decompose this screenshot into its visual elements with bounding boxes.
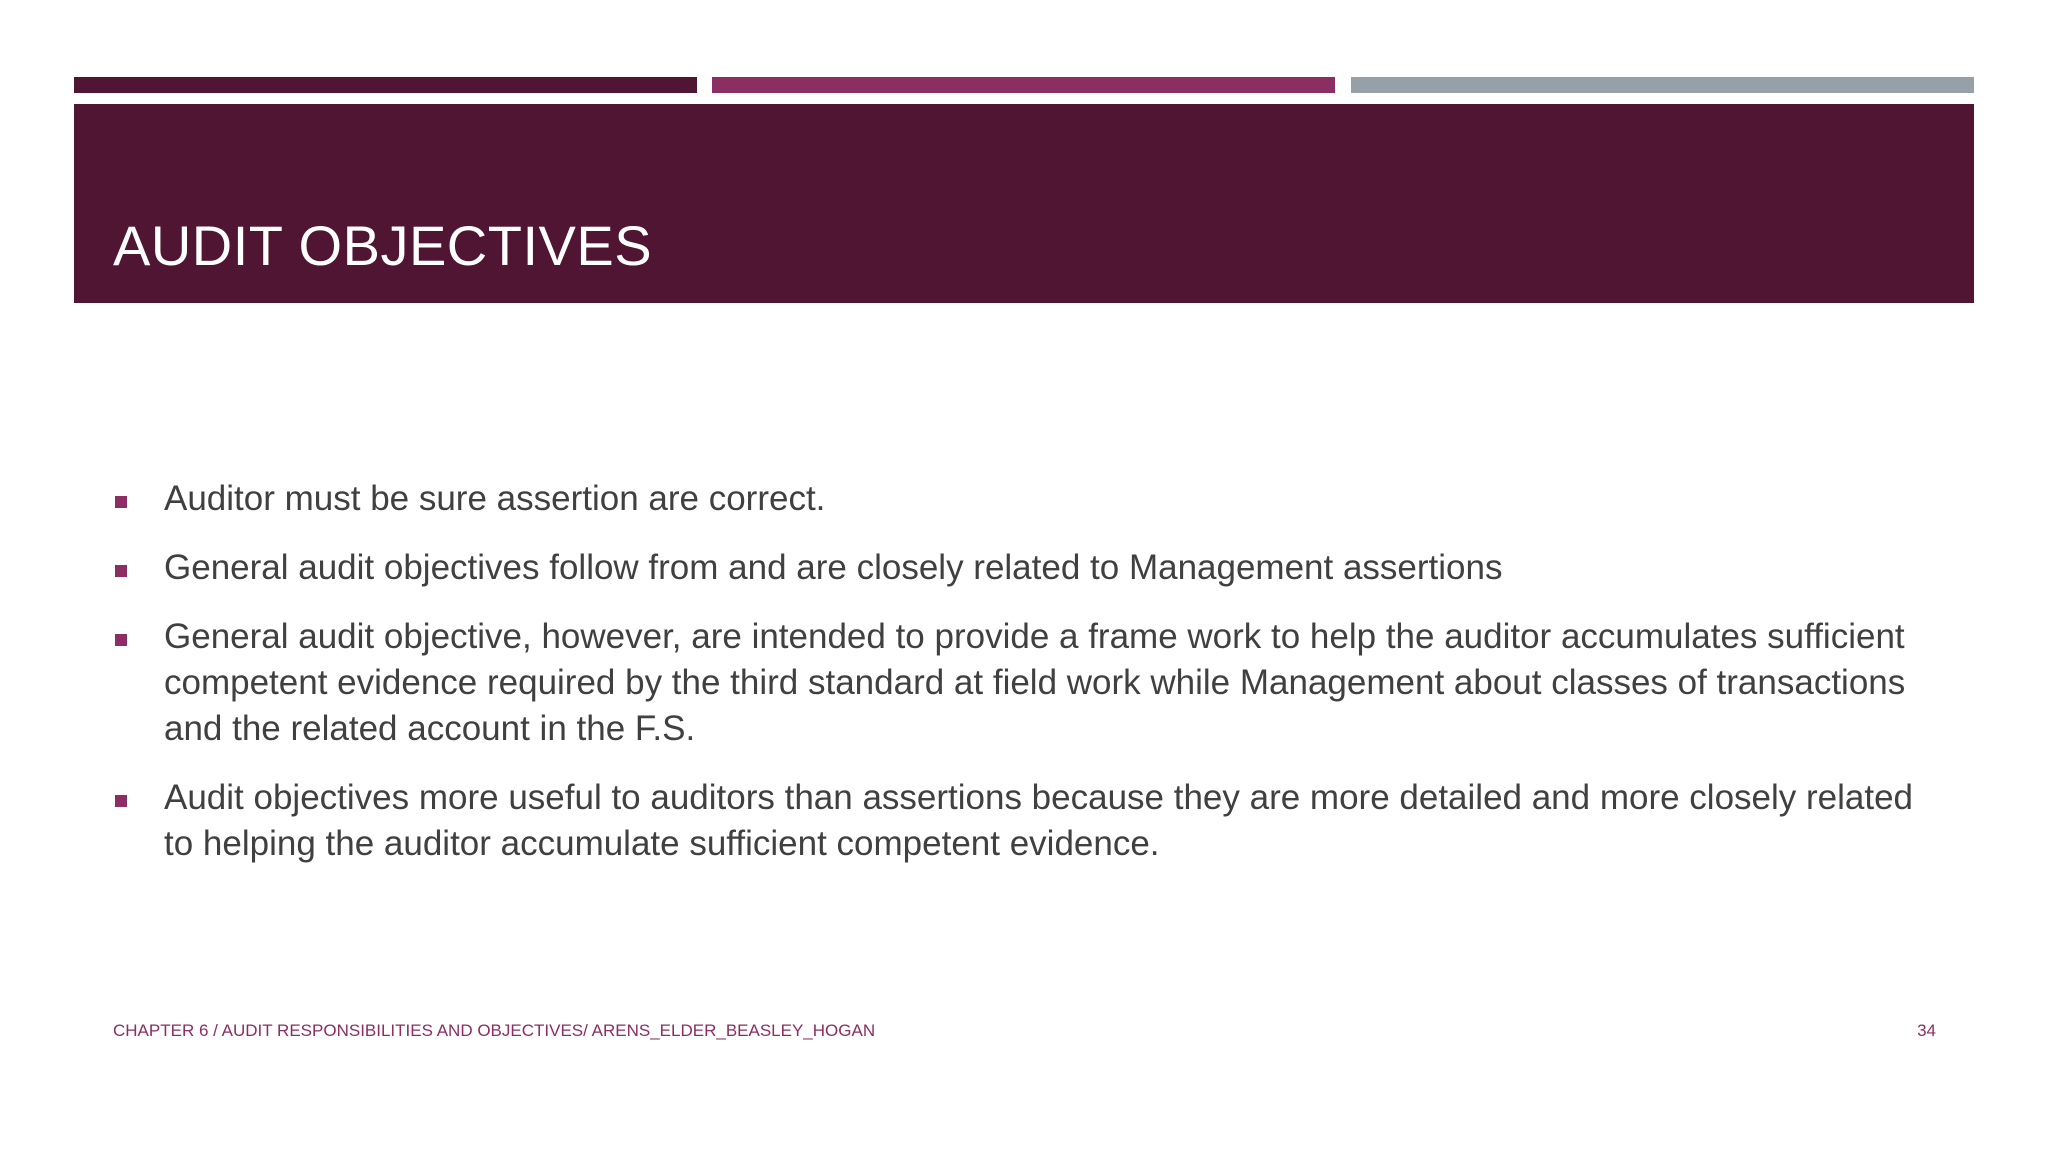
accent-bar-magenta [712, 77, 1335, 93]
bullet-list [112, 476, 1942, 890]
square-bullet-icon [115, 634, 127, 646]
bullet-item [112, 476, 1942, 522]
page-number: 34 [1917, 1021, 1936, 1040]
bullet-item [112, 614, 1942, 752]
bullet-text: Audit objectives more useful to auditors than assertions because they are more detailed and more closely related to helping the auditor accumulate sufficient competent evidence. [164, 778, 1914, 863]
bullet-item [112, 775, 1942, 867]
bullet-text: Auditor must be sure assertion are correct. [164, 479, 826, 518]
square-bullet-icon [115, 496, 127, 508]
bullet-item [112, 545, 1942, 591]
accent-bar-dark [74, 77, 697, 93]
square-bullet-icon [115, 795, 127, 807]
slide-footer: CHAPTER 6 / AUDIT RESPONSIBILITIES AND OBJECTIVES/ ARENS_ELDER_BEASLEY_HOGAN [113, 1021, 876, 1040]
accent-bar-gray [1351, 77, 1974, 93]
bullet-text: General audit objectives follow from and are closely related to Management assertions [164, 548, 1503, 587]
slide-title: AUDIT OBJECTIVES [113, 214, 653, 277]
bullet-text: General audit objective, however, are intended to provide a frame work to help the auditor accumulates sufficient competent evidence required by the third standard at field work while Management about classes of transactions and the related account in the F.S. [164, 617, 1906, 748]
square-bullet-icon [115, 565, 127, 577]
